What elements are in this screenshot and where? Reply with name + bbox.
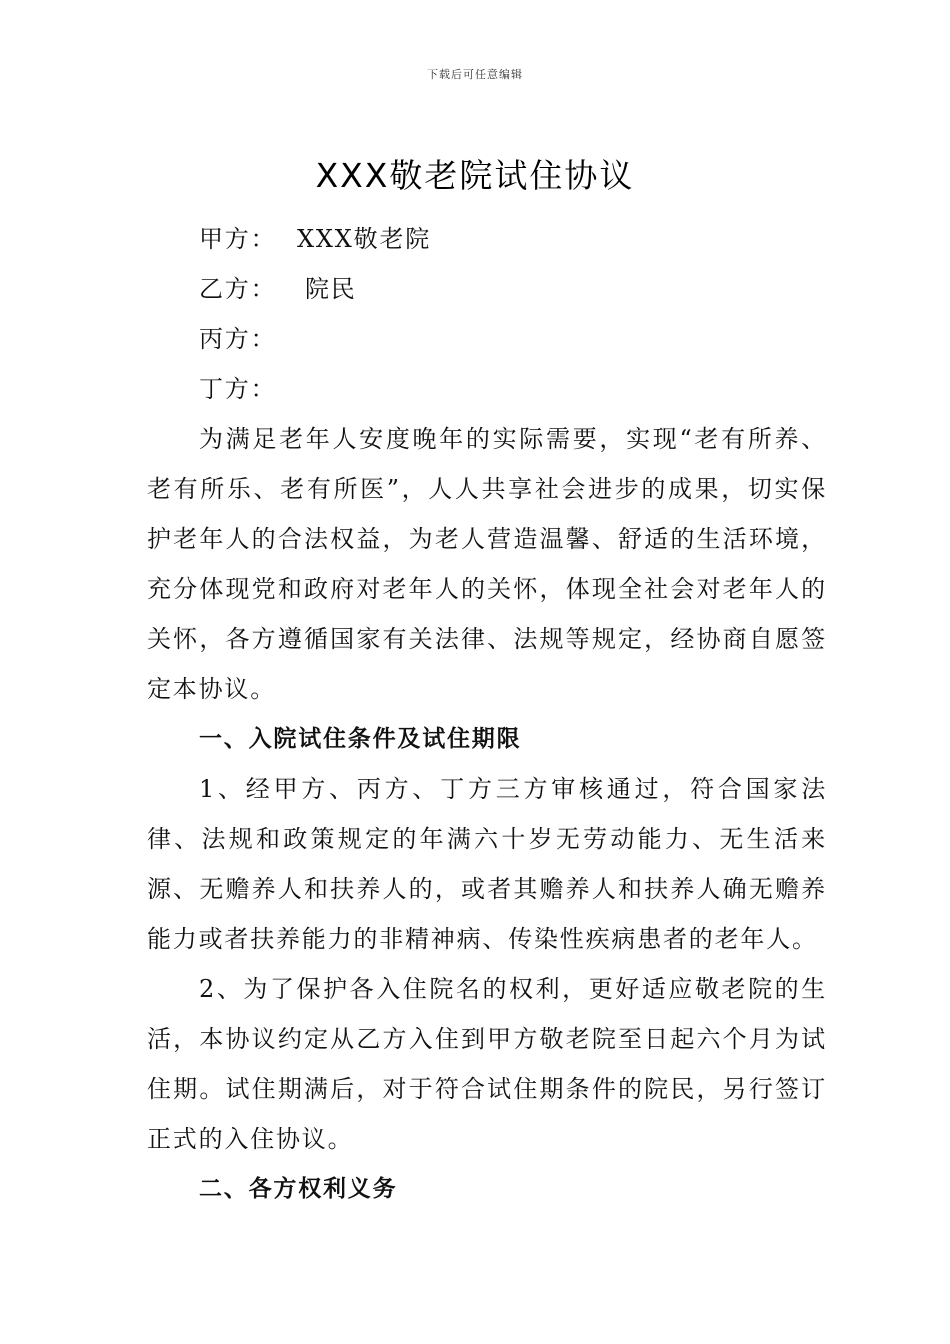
section-1-paragraph-2: 2、为了保护各入住院名的权利，更好适应敬老院的生活，本协议约定从乙方入住到甲方敬老院至日起六个月为试住期。试住期满后，对于符合试住期条件的院民，另行签订正式的入住协议。 [147, 975, 827, 1153]
party-b [147, 264, 827, 314]
party-c-label: 丙方： [199, 325, 277, 353]
section-1-heading: 一、入院试住条件及试住期限 [199, 726, 522, 752]
document-body [147, 214, 827, 1214]
section-2-heading: 二、各方权利义务 [199, 1176, 398, 1202]
party-b-label: 乙方： [199, 275, 277, 303]
party-d-label: 丁方： [199, 375, 277, 403]
intro-paragraph: 为满足老年人安度晚年的实际需要，实现“老有所养、老有所乐、老有所医”，人人共享社会进步的成果，切实保护老年人的合法权益，为老人营造温馨、舒适的生活环境，充分体现党和政府对老年人的关怀，体现全社会对老年人的关怀，各方遵循国家有关法律、法规等规定，经协商自愿签定本协议。 [147, 425, 827, 703]
header-note: 下载后可任意编辑 [427, 68, 523, 81]
party-b-value: 院民 [305, 275, 357, 303]
section-1-paragraph-1: 1、经甲方、丙方、丁方三方审核通过，符合国家法律、法规和政策规定的年满六十岁无劳动能力、无生活来源、无赡养人和扶养人的，或者其赡养人和扶养人确无赡养能力或者扶养能力的非精神病、传染性疾病患者的老年人。 [147, 775, 827, 953]
party-d [147, 364, 827, 414]
party-a-label: 甲方： [199, 225, 277, 253]
party-c [147, 314, 827, 364]
document-title: XXX敬老院试住协议 [315, 156, 635, 195]
party-a-value: XXX敬老院 [297, 225, 432, 253]
party-a [147, 214, 827, 264]
